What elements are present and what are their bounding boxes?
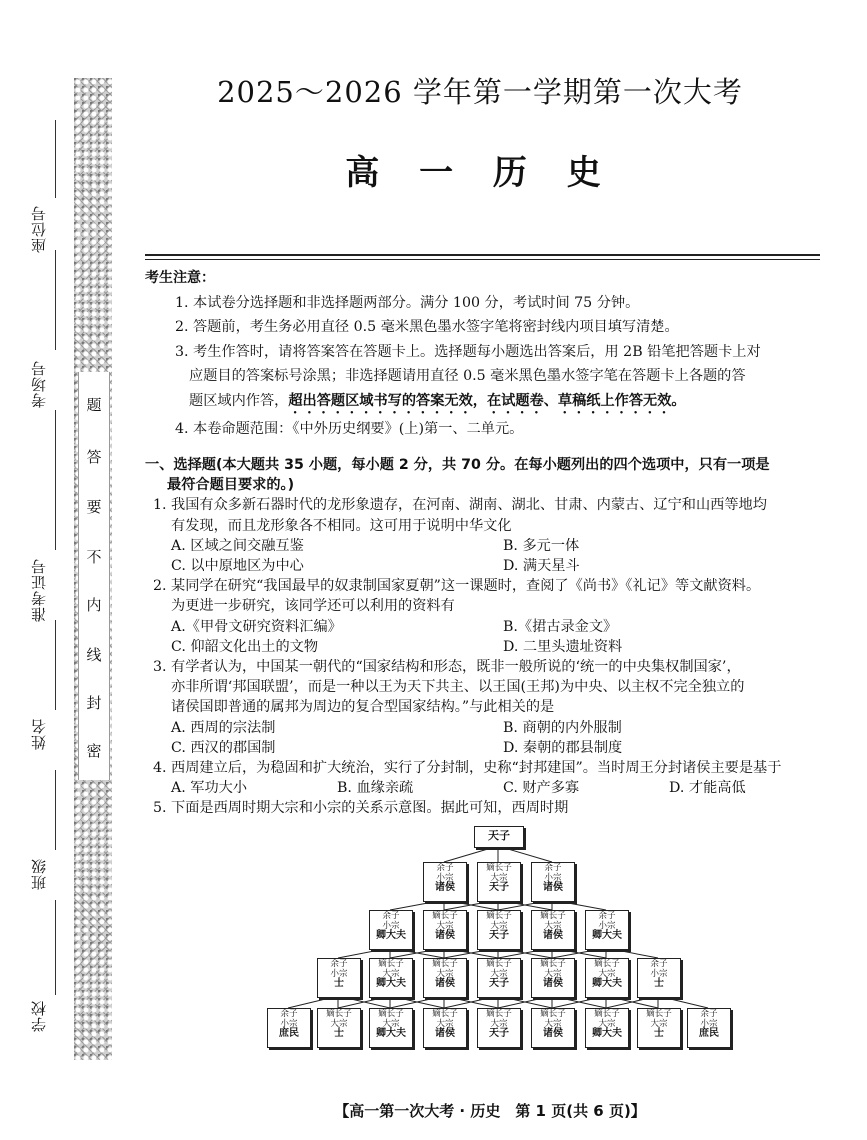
exam-title: 2025～2026 学年第一学期第一次大考 bbox=[217, 75, 743, 109]
diagram-node: 余子 小宗 卿大夫 bbox=[369, 910, 413, 950]
diagram-node: 嫡长子 大宗 诸侯 bbox=[423, 1008, 467, 1048]
diagram-root-node: 天子 bbox=[474, 826, 524, 848]
option-d[interactable]: D. 满天星斗 bbox=[503, 558, 580, 575]
option-d[interactable]: D. 才能高低 bbox=[669, 780, 746, 797]
notice-item: 3. 考生作答时，请将答案答在答题卡上。选择题每小题选出答案后，用 2B 铅笔把答题卡上对 bbox=[175, 343, 761, 360]
diagram-node: 嫡长子 大宗 卿大夫 bbox=[369, 958, 413, 998]
diagram-node: 嫡长子 大宗 士 bbox=[637, 1008, 681, 1048]
option-c[interactable]: C. 西汉的郡国制 bbox=[171, 739, 276, 756]
option-c[interactable]: C. 仰韶文化出土的文物 bbox=[171, 638, 319, 655]
school-label: 学校 bbox=[30, 1000, 48, 1032]
option-d[interactable]: D. 二里头遗址资料 bbox=[503, 638, 623, 655]
exam-room-line[interactable] bbox=[55, 250, 56, 350]
option-c[interactable]: C. 以中原地区为中心 bbox=[171, 558, 304, 575]
seal-char: 要 bbox=[86, 498, 102, 516]
binding-margin bbox=[0, 0, 120, 1140]
diagram-node: 嫡长子 大宗 天子 bbox=[477, 910, 521, 950]
seal-char: 内 bbox=[86, 596, 102, 614]
page-footer: 【高一第一次大考 · 历史 第 1 页(共 6 页)】 bbox=[334, 1102, 646, 1120]
notice-item: 1. 本试卷分选择题和非选择题两部分。满分 100 分，考试时间 75 分钟。 bbox=[175, 294, 640, 311]
question-1-stem: 1. 我国有众多新石器时代的龙形象遗存，在河南、湖南、湖北、甘肃、内蒙古、辽宁和山西等地均 bbox=[153, 497, 767, 514]
section-title-cont: 最符合题目要求的。) bbox=[167, 477, 295, 494]
school-line[interactable] bbox=[55, 900, 56, 995]
option-d[interactable]: D. 秦朝的郡县制度 bbox=[503, 739, 623, 756]
notice-item-cont: 应题目的答案标号涂黑；非选择题请用直径 0.5 毫米黑色墨水签字笔在答题卡上各题的答 bbox=[189, 368, 746, 384]
diagram-node: 余子 小宗 士 bbox=[637, 958, 681, 998]
diagram-node: 余子 小宗 诸侯 bbox=[531, 862, 575, 902]
admission-number-line[interactable] bbox=[55, 410, 56, 550]
diagram-node: 余子 小宗 卿大夫 bbox=[585, 910, 629, 950]
question-3-stem: 3. 有学者认为，中国某一朝代的“国家结构和形态，既非一般所说的‘统一的中央集权制国家’， bbox=[153, 659, 741, 676]
seal-char: 题 bbox=[86, 396, 102, 414]
diagram-node: 嫡长子 大宗 天子 bbox=[477, 958, 521, 998]
seal-char: 线 bbox=[86, 646, 102, 664]
seal-char: 不 bbox=[86, 548, 102, 566]
class-label: 班级 bbox=[30, 858, 48, 890]
option-c[interactable]: C. 财产多寡 bbox=[503, 780, 580, 797]
diagram-node: 嫡长子 大宗 卿大夫 bbox=[585, 958, 629, 998]
diagram-node: 嫡长子 大宗 诸侯 bbox=[531, 958, 575, 998]
seal-char: 封 bbox=[86, 694, 102, 712]
seal-char: 密 bbox=[86, 742, 102, 760]
question-3-stem-cont: 诸侯国即普通的属邦为周边的复合型国家结构。”与此相关的是 bbox=[171, 699, 555, 716]
question-2-stem-cont: 为更进一步研究，该同学还可以利用的资料有 bbox=[171, 598, 455, 615]
question-1-options bbox=[145, 536, 835, 556]
question-section bbox=[145, 455, 835, 819]
seat-number-line[interactable] bbox=[55, 120, 56, 198]
seal-char: 答 bbox=[86, 448, 102, 466]
question-2-stem: 2. 某同学在研究“我国最早的奴隶制国家夏朝”这一课题时，查阅了《尚书》《礼记》等文献资料。 bbox=[153, 578, 761, 595]
notice-emphasis: 超出答题区域书写的答案无效，在试题卷、草稿纸上作答无效。 bbox=[288, 392, 686, 409]
diagram-connector bbox=[444, 846, 498, 862]
diagram-connector bbox=[498, 846, 552, 862]
diagram-node: 嫡长子 大宗 诸侯 bbox=[531, 1008, 575, 1048]
name-line[interactable] bbox=[55, 620, 56, 710]
diagram-node: 余子 小宗 士 bbox=[317, 958, 361, 998]
question-3-options bbox=[145, 738, 835, 758]
diagram-node: 嫡长子 大宗 卿大夫 bbox=[369, 1008, 413, 1048]
diagram-node: 嫡长子 大宗 卿大夫 bbox=[585, 1008, 629, 1048]
diagram-node: 嫡长子 大宗 诸侯 bbox=[423, 910, 467, 950]
question-3-stem-cont: 亦非所谓‘邦国联盟’，而是一种以王为天下共主、以王国(王邦)为中央、以主权不完全独立的 bbox=[171, 679, 745, 696]
notice-text: 题区域内作答， bbox=[189, 392, 289, 409]
option-b[interactable]: B.《捃古录金文》 bbox=[503, 618, 618, 635]
diagram-node: 嫡长子 大宗 诸侯 bbox=[531, 910, 575, 950]
exam-notice bbox=[145, 266, 825, 441]
option-a[interactable]: A. 区域之间交融互鉴 bbox=[171, 537, 304, 554]
subject-title: 高 一 历 史 bbox=[345, 153, 615, 193]
header-rule bbox=[145, 254, 820, 256]
notice-heading: 考生注意： bbox=[145, 270, 215, 286]
section-title: 一、选择题(本大题共 35 小题，每小题 2 分，共 70 分。在每小题列出的四个选项中，只有一项是 bbox=[145, 457, 770, 473]
question-2-options bbox=[145, 617, 835, 637]
diagram-node: 嫡长子 大宗 诸侯 bbox=[423, 958, 467, 998]
seal-line-band bbox=[78, 372, 110, 780]
notice-item-cont bbox=[145, 389, 825, 417]
question-4-stem: 4. 西周建立后，为稳固和扩大统治，实行了分封制，史称“封邦建国”。当时周王分封诸侯主要是基于 bbox=[153, 760, 782, 777]
option-b[interactable]: B. 多元一体 bbox=[503, 537, 580, 554]
question-1-stem-cont: 有发现，而且龙形象各不相同。这可用于说明中华文化 bbox=[171, 517, 512, 534]
header-rule-thin bbox=[145, 259, 820, 260]
option-a[interactable]: A. 军功大小 bbox=[171, 780, 248, 797]
exam-room-label: 考场号 bbox=[30, 360, 48, 408]
class-line[interactable] bbox=[55, 770, 56, 850]
diagram-node: 余子 小宗 诸侯 bbox=[423, 862, 467, 902]
option-a[interactable]: A. 西周的宗法制 bbox=[171, 719, 276, 736]
question-3-options bbox=[145, 718, 835, 738]
diagram-node: 余子 小宗 庶民 bbox=[687, 1008, 731, 1048]
seat-number-label: 座位号 bbox=[30, 205, 48, 253]
question-1-options bbox=[145, 556, 835, 576]
question-5-stem: 5. 下面是西周时期大宗和小宗的关系示意图。据此可知，西周时期 bbox=[153, 800, 569, 817]
option-b[interactable]: B. 血缘亲疏 bbox=[337, 780, 414, 797]
zongfa-diagram bbox=[270, 822, 730, 1067]
name-label: 姓名 bbox=[30, 718, 48, 750]
notice-item: 4. 本卷命题范围：《中外历史纲要》(上)第一、二单元。 bbox=[175, 420, 524, 437]
notice-item: 2. 答题前，考生务必用直径 0.5 毫米黑色墨水签字笔将密封线内项目填写清楚。 bbox=[175, 319, 679, 335]
question-4-options bbox=[145, 778, 835, 798]
diagram-node: 嫡长子 大宗 天子 bbox=[477, 1008, 521, 1048]
option-b[interactable]: B. 商朝的内外服制 bbox=[503, 719, 622, 736]
admission-number-label: 准考证号 bbox=[30, 558, 48, 622]
diagram-node: 余子 小宗 庶民 bbox=[267, 1008, 311, 1048]
option-a[interactable]: A.《甲骨文研究资料汇编》 bbox=[171, 618, 342, 635]
diagram-node: 嫡长子 大宗 士 bbox=[317, 1008, 361, 1048]
question-2-options bbox=[145, 637, 835, 657]
diagram-node: 嫡长子 大宗 天子 bbox=[477, 862, 521, 902]
